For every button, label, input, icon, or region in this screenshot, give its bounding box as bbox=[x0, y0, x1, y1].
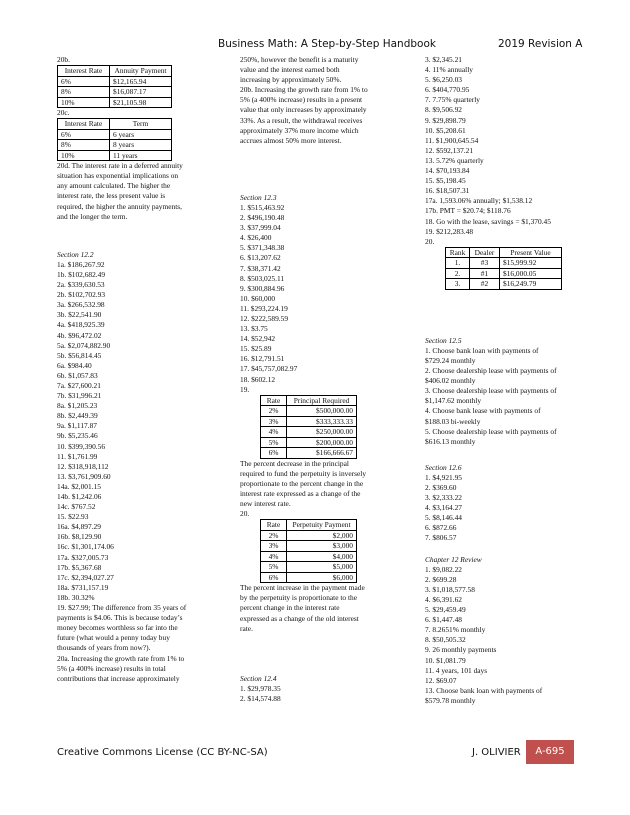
para-20d bbox=[57, 161, 215, 222]
para-20 bbox=[240, 583, 398, 633]
answer-line: 14a. $2,001.15 bbox=[57, 481, 101, 491]
table-row bbox=[261, 437, 357, 448]
answer-line: 12. $318,918,112 bbox=[57, 461, 109, 471]
answer-line: 11. $1,761.99 bbox=[57, 451, 98, 461]
answer-line: 11. 4 years, 101 days bbox=[425, 665, 488, 675]
answer-line: 14c. $767.52 bbox=[57, 502, 96, 512]
section-12-4-answers-cont bbox=[425, 55, 590, 247]
table-header-row bbox=[261, 520, 357, 531]
answer-line: 7. $806.57 bbox=[425, 533, 457, 543]
answer-line: 3. $2,333.22 bbox=[425, 493, 462, 503]
answer-line: $616.13 monthly bbox=[425, 436, 476, 446]
answer-line: 1b. $102,682.49 bbox=[57, 269, 106, 279]
table-row bbox=[261, 448, 357, 459]
table-cell: $16,087.17 bbox=[110, 87, 172, 98]
table-cell: #2 bbox=[470, 279, 500, 290]
answer-line: 7. $38,371.42 bbox=[240, 263, 281, 273]
column-3 bbox=[425, 55, 590, 706]
chapter-12-review-heading: Chapter 12 Review bbox=[425, 554, 482, 564]
column-1 bbox=[57, 55, 215, 684]
answer-line: 4. $6,391.62 bbox=[425, 594, 462, 604]
answer-line: 9. $29,898.79 bbox=[425, 115, 466, 125]
answer-line: 8. $50,505.32 bbox=[425, 635, 466, 645]
answer-line: 13. Choose bank loan with payments of bbox=[425, 685, 543, 695]
answer-line: 3b. $22,541.90 bbox=[57, 310, 102, 320]
table-header-cell: Term bbox=[110, 119, 172, 130]
table-cell: $4,000 bbox=[287, 551, 357, 562]
para-20a-cont bbox=[240, 55, 398, 146]
table-cell: 8 years bbox=[110, 140, 172, 151]
table-row bbox=[261, 427, 357, 438]
section-12-6-heading: Section 12.6 bbox=[425, 462, 462, 472]
table-cell: 8% bbox=[58, 140, 110, 151]
table-cell: $3,000 bbox=[287, 541, 357, 552]
answer-line: expressed as a change of the old interest bbox=[240, 613, 359, 623]
section-12-2-heading: Section 12.2 bbox=[57, 249, 94, 259]
answer-line: 5. $371,348.38 bbox=[240, 243, 285, 253]
table-20c bbox=[57, 118, 172, 161]
answer-line: interest rate expressed as a change of the bbox=[240, 489, 361, 498]
table-header-cell: Principal Required bbox=[287, 395, 357, 406]
table-row bbox=[261, 541, 357, 552]
header-title: Business Math: A Step-by-Step Handbook bbox=[218, 38, 436, 50]
answer-line: 9b. $5,235.46 bbox=[57, 431, 98, 441]
table-row bbox=[58, 87, 172, 98]
table-cell: 10% bbox=[58, 97, 110, 108]
answer-line: thousands of years from now?). bbox=[57, 643, 151, 653]
answer-line: money becomes worthless so far into the bbox=[57, 623, 178, 633]
answer-line: 10. $5,208.61 bbox=[425, 125, 466, 135]
answer-line: 2. $14,574.88 bbox=[240, 693, 281, 703]
footer-license: Creative Commons License (CC BY-NC-SA) bbox=[57, 747, 268, 758]
answer-line: 1. Choose bank loan with payments of bbox=[425, 345, 539, 355]
answer-line: 2. Choose dealership lease with payments of bbox=[425, 366, 557, 376]
table-cell: $12,165.94 bbox=[110, 76, 172, 87]
answer-line: 6a. $984.40 bbox=[57, 360, 92, 370]
answer-line: 5. $8,146.44 bbox=[425, 513, 462, 523]
table-row bbox=[261, 551, 357, 562]
answer-line: 7b. $31,996.21 bbox=[57, 391, 102, 401]
answer-line: 5% (a 400% increase) results in a present bbox=[240, 95, 363, 105]
answer-line: 19. $212,283.48 bbox=[425, 226, 474, 236]
label-20c: 20c. bbox=[57, 108, 70, 118]
answer-line: required, the higher the annuity payments, bbox=[57, 201, 182, 211]
answer-line: 17c. $2,394,027.27 bbox=[57, 572, 114, 582]
table-19 bbox=[260, 395, 357, 459]
answer-line: 1. $9,082.22 bbox=[425, 564, 462, 574]
answer-line: 10. $399,390.56 bbox=[57, 441, 106, 451]
table-cell: 6% bbox=[261, 572, 287, 583]
answer-line: 2. $496,190.48 bbox=[240, 213, 285, 223]
table-header-cell: Present Value bbox=[500, 247, 562, 258]
answer-line: 17a. $327,005.73 bbox=[57, 552, 109, 562]
table-cell: 1. bbox=[446, 258, 470, 269]
answer-line: 5b. $56,814.45 bbox=[57, 350, 102, 360]
column-2 bbox=[240, 55, 398, 704]
answer-line: 8a. $1,205.23 bbox=[57, 401, 98, 411]
table-row bbox=[58, 129, 172, 140]
table-cell: 10% bbox=[58, 150, 110, 161]
table-cell: 6% bbox=[58, 76, 110, 87]
answer-line: 3. Choose dealership lease with payments of bbox=[425, 386, 557, 396]
table-row bbox=[58, 76, 172, 87]
label-20: 20. bbox=[240, 509, 250, 519]
table-row bbox=[446, 258, 562, 269]
answer-line: situation has exponential implications on bbox=[57, 171, 179, 181]
answer-line: increasing by approximately 50%. bbox=[240, 75, 342, 85]
table-dealers bbox=[445, 247, 562, 290]
table-header-cell: Annuity Payment bbox=[110, 66, 172, 77]
answer-line: 4. $3,164.27 bbox=[425, 503, 462, 513]
table-cell: 4% bbox=[261, 551, 287, 562]
answer-line: 16c. $1,301,174.06 bbox=[57, 542, 114, 552]
answer-line: 12. $69.07 bbox=[425, 675, 457, 685]
answer-line: 4. Choose bank lease with payments of bbox=[425, 406, 541, 416]
table-20b bbox=[57, 65, 172, 108]
table-header-row bbox=[446, 247, 562, 258]
table-cell: $500,000.00 bbox=[287, 406, 357, 417]
answer-line: by the perpetuity is proportionate to the bbox=[240, 593, 357, 603]
table-header-cell: Rank bbox=[446, 247, 470, 258]
answer-line: 19. $27.99; The difference from 35 years of bbox=[57, 603, 187, 613]
answer-line: 2. $699.28 bbox=[425, 574, 457, 584]
answer-line: 4b. $96,472.02 bbox=[57, 330, 102, 340]
answer-line: 10. $1,081.79 bbox=[425, 655, 466, 665]
answer-line: percent change in the interest rate bbox=[240, 603, 340, 613]
table-cell: $166,666.67 bbox=[287, 448, 357, 459]
answer-line: 5. $29,459.49 bbox=[425, 605, 466, 615]
table-header-row bbox=[58, 66, 172, 77]
answer-line: 14b. $1,242.06 bbox=[57, 492, 102, 501]
answer-line: 8b. $2,449.39 bbox=[57, 411, 98, 421]
answer-line: 3. $2,345.21 bbox=[425, 55, 462, 64]
answer-line: 17. $45,757,082.97 bbox=[240, 364, 298, 374]
table-cell: 2% bbox=[261, 530, 287, 541]
answer-line: contributions that increase approximately bbox=[57, 673, 180, 683]
answer-line: 7. 7.75% quarterly bbox=[425, 95, 481, 105]
section-12-5-heading: Section 12.5 bbox=[425, 335, 462, 345]
section-12-2-answers bbox=[57, 260, 215, 684]
table-cell: $16,000.05 bbox=[500, 268, 562, 279]
answer-line: 1a. $186,267.92 bbox=[57, 259, 105, 269]
answer-line: and the longer the term. bbox=[57, 211, 128, 221]
answer-line: 20. bbox=[425, 236, 435, 246]
table-header-row bbox=[58, 119, 172, 130]
section-12-3-heading: Section 12.3 bbox=[240, 192, 277, 202]
answer-line: 4a. $418,925.39 bbox=[57, 320, 105, 330]
section-12-3-answers bbox=[240, 203, 398, 395]
answer-line: 8. $9,506.92 bbox=[425, 105, 462, 115]
table-row bbox=[446, 279, 562, 290]
answer-line: 33%. As a result, the withdrawal receives bbox=[240, 115, 363, 125]
answer-line: 10. $60,000 bbox=[240, 293, 276, 303]
table-row bbox=[261, 562, 357, 573]
table-header-cell: Dealer bbox=[470, 247, 500, 258]
para-19 bbox=[240, 459, 398, 509]
answer-line: 9. 26 monthly payments bbox=[425, 645, 497, 655]
table-row bbox=[446, 268, 562, 279]
table-cell: $5,000 bbox=[287, 562, 357, 573]
answer-line: 7. 8.2651% monthly bbox=[425, 625, 486, 635]
answer-line: $1,147.62 monthly bbox=[425, 396, 482, 406]
answer-line: 6. $13,207.62 bbox=[240, 253, 281, 263]
answer-line: 12. $592,137.21 bbox=[425, 145, 474, 155]
table-cell: #1 bbox=[470, 268, 500, 279]
answer-line: 16a. $4,897.29 bbox=[57, 522, 101, 532]
answer-line: accrues almost 50% more interest. bbox=[240, 135, 342, 145]
table-row bbox=[261, 572, 357, 583]
table-cell: $200,000.00 bbox=[287, 437, 357, 448]
answer-line: 17b. $5,367.68 bbox=[57, 562, 102, 572]
answer-line: 11. $1,900,645.54 bbox=[425, 135, 479, 145]
answer-line: 20d. The interest rate in a deferred annuity bbox=[57, 161, 183, 171]
answer-line: 6b. $1,057.83 bbox=[57, 370, 98, 380]
table-row bbox=[261, 406, 357, 417]
answer-line: 1. $29,978.35 bbox=[240, 683, 281, 693]
answer-line: 2a. $339,630.53 bbox=[57, 280, 105, 290]
answer-line: any amount calculated. The higher the bbox=[57, 181, 171, 191]
answer-line: 19. bbox=[240, 384, 250, 394]
table-row bbox=[58, 140, 172, 151]
table-20 bbox=[260, 519, 357, 583]
section-12-4-answers bbox=[240, 684, 398, 704]
answer-line: 13. $3.75 bbox=[240, 324, 268, 334]
table-cell: 2% bbox=[261, 406, 287, 417]
answer-line: 7a. $27,600.21 bbox=[57, 380, 101, 390]
table-cell: $16,249.79 bbox=[500, 279, 562, 290]
answer-line: 17a. 1,593.06% annually; $1,538.12 bbox=[425, 196, 533, 206]
chapter-12-review-answers bbox=[425, 565, 590, 706]
answer-line: 20a. Increasing the growth rate from 1% to bbox=[57, 653, 185, 663]
answer-line: 14. $52,942 bbox=[240, 334, 276, 344]
answer-line: 15. $22.93 bbox=[57, 512, 89, 522]
answer-line: 18. Go with the lease, savings = $1,370.45 bbox=[425, 216, 551, 226]
answer-line: 4. $26,400 bbox=[240, 233, 272, 243]
answer-line: The percent increase in the payment made bbox=[240, 583, 365, 593]
table-cell: $6,000 bbox=[287, 572, 357, 583]
table-row bbox=[58, 150, 172, 161]
answer-line: new interest rate. bbox=[240, 499, 291, 509]
table-cell: 6% bbox=[261, 448, 287, 459]
table-header-cell: Rate bbox=[261, 395, 287, 406]
answer-line: 13. 5.72% quarterly bbox=[425, 155, 484, 165]
answer-line: 6. $1,447.48 bbox=[425, 615, 462, 625]
table-cell: 2. bbox=[446, 268, 470, 279]
answer-line: 5% (a 400% increase) results in total bbox=[57, 663, 166, 673]
answer-line: 3a. $266,532.98 bbox=[57, 300, 105, 310]
answer-line: 1. $4,921.95 bbox=[425, 472, 462, 482]
footer-author: J. OLIVIER bbox=[472, 747, 521, 758]
answer-line: $406.02 monthly bbox=[425, 376, 476, 386]
table-cell: 11 years bbox=[110, 150, 172, 161]
answer-line: 9a. $1,117.87 bbox=[57, 421, 97, 431]
answer-line: value that only increases by approximately bbox=[240, 105, 367, 115]
table-cell: 4% bbox=[261, 427, 287, 438]
answer-line: 16. $12,791.51 bbox=[240, 354, 285, 364]
answer-line: 2b. $102,702.93 bbox=[57, 290, 106, 300]
table-cell: 5% bbox=[261, 562, 287, 573]
answer-line: 18a. $731,157.19 bbox=[57, 582, 109, 592]
answer-line: 20b. Increasing the growth rate from 1% to bbox=[240, 85, 368, 95]
answer-line: 12. $222,589.59 bbox=[240, 313, 289, 323]
table-cell: 8% bbox=[58, 87, 110, 98]
table-header-cell: Rate bbox=[261, 520, 287, 531]
answer-line: 250%, however the benefit is a maturity bbox=[240, 55, 359, 64]
table-cell: 6 years bbox=[110, 129, 172, 140]
answer-line: $579.78 monthly bbox=[425, 695, 476, 705]
answer-line: 9. $300,884.96 bbox=[240, 283, 285, 293]
table-cell: $2,000 bbox=[287, 530, 357, 541]
answer-line: 16. $18,507.31 bbox=[425, 186, 470, 196]
table-cell: #3 bbox=[470, 258, 500, 269]
table-cell: $333,333.33 bbox=[287, 416, 357, 427]
header-revision: 2019 Revision A bbox=[498, 38, 583, 50]
answer-line: 15. $25.89 bbox=[240, 344, 272, 354]
answer-line: 8. $503,025.11 bbox=[240, 273, 285, 283]
answer-line: approximately 37% more income which bbox=[240, 125, 359, 135]
answer-line: interest rate, the less present value is bbox=[57, 191, 166, 201]
answer-line: 6. $872.66 bbox=[425, 523, 457, 533]
table-cell: $250,000.00 bbox=[287, 427, 357, 438]
section-12-4-heading: Section 12.4 bbox=[240, 673, 277, 683]
answer-line: required to fund the perpetuity is inversely bbox=[240, 468, 367, 478]
table-row bbox=[58, 97, 172, 108]
answer-line: 3. $1,018,577.58 bbox=[425, 584, 475, 594]
table-header-row bbox=[261, 395, 357, 406]
table-cell: $21,105.98 bbox=[110, 97, 172, 108]
table-cell: 3% bbox=[261, 416, 287, 427]
answer-line: 13. $3,761,909.60 bbox=[57, 471, 111, 481]
answer-line: 15. $5,198.45 bbox=[425, 176, 466, 186]
answer-line: 6. $404,770.95 bbox=[425, 85, 470, 95]
answer-line: 2. $369.60 bbox=[425, 483, 457, 492]
table-row bbox=[261, 416, 357, 427]
answer-line: future (what would a penny today buy bbox=[57, 633, 170, 643]
label-20b: 20b. bbox=[57, 55, 70, 64]
table-cell: 6% bbox=[58, 129, 110, 140]
answer-line: 17b. PMT = $20.74; $118.76 bbox=[425, 206, 511, 216]
answer-line: 18b. 30.32% bbox=[57, 592, 95, 602]
answer-line: payments is $4.06. This is because today’s bbox=[57, 613, 183, 623]
answer-line: 16b. $8,129.90 bbox=[57, 532, 102, 542]
table-header-cell: Interest Rate bbox=[58, 66, 110, 77]
answer-line: The percent decrease in the principal bbox=[240, 458, 349, 468]
table-cell: $15,999.92 bbox=[500, 258, 562, 269]
answer-line: 5. Choose dealership lease with payments of bbox=[425, 426, 557, 436]
table-header-cell: Interest Rate bbox=[58, 119, 110, 130]
answer-line: 14. $70,193.84 bbox=[425, 166, 470, 176]
answer-line: 11. $293,224.19 bbox=[240, 303, 288, 313]
table-row bbox=[261, 530, 357, 541]
answer-line: proportionate to the percent change in the bbox=[240, 478, 364, 488]
table-cell: 3. bbox=[446, 279, 470, 290]
answer-line: 18. $602.12 bbox=[240, 374, 276, 384]
answer-line: value and the interest earned both bbox=[240, 65, 340, 75]
table-cell: 3% bbox=[261, 541, 287, 552]
answer-line: $729.24 monthly bbox=[425, 355, 476, 365]
table-header-cell: Perpetuity Payment bbox=[287, 520, 357, 531]
answer-line: 5a. $2,074,882.90 bbox=[57, 340, 111, 350]
answer-line: 3. $37,999.04 bbox=[240, 223, 281, 233]
page-number-badge: A-695 bbox=[526, 740, 574, 764]
section-12-6-answers bbox=[425, 473, 590, 544]
answer-line: rate. bbox=[240, 623, 253, 633]
answer-line: $188.03 bi-weekly bbox=[425, 416, 481, 426]
answer-line: 4. 11% annually bbox=[425, 65, 473, 75]
table-cell: 5% bbox=[261, 437, 287, 448]
answer-line: 1. $515,463.92 bbox=[240, 202, 285, 212]
answer-line: 5. $6,250.03 bbox=[425, 75, 462, 85]
section-12-5-answers bbox=[425, 346, 590, 447]
